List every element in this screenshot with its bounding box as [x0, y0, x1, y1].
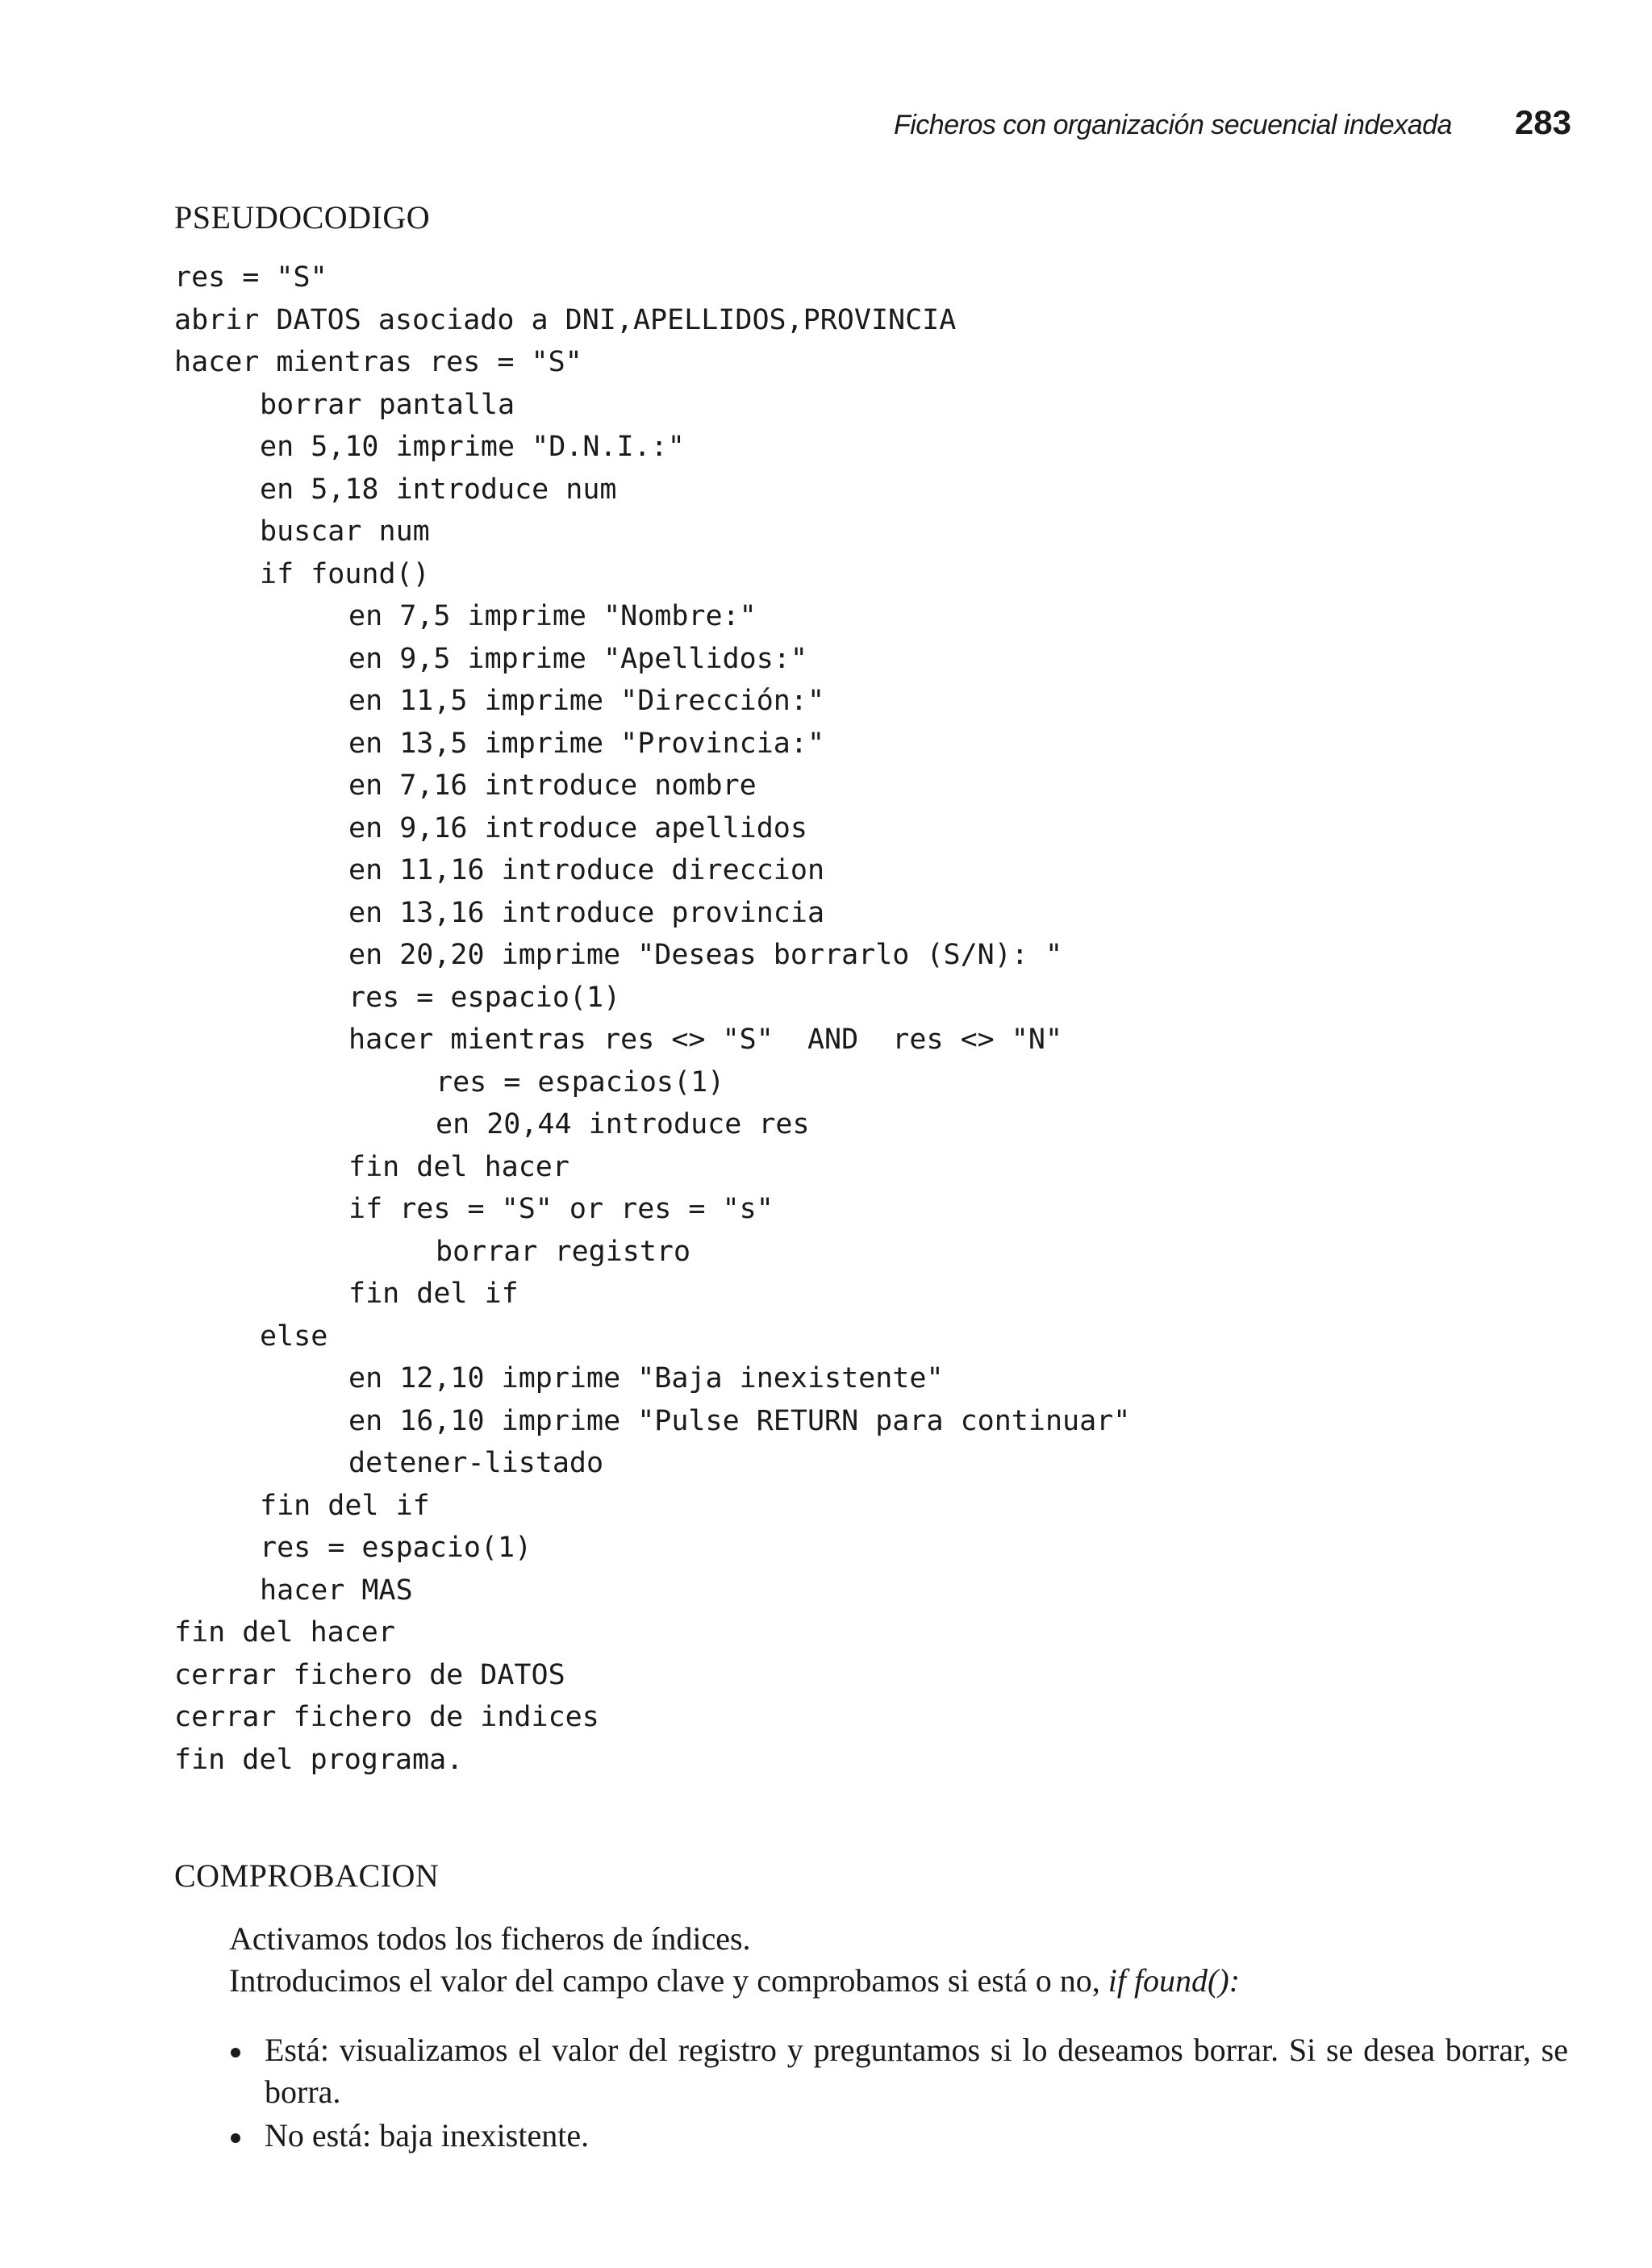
test-paragraph-2-text: Introducimos el valor del campo clave y comprobamos si está o no,	[229, 1962, 1108, 1999]
code-line: if res = "S" or res = "s"	[348, 1193, 774, 1225]
test-description	[229, 1918, 1568, 2157]
code-line: hacer mientras res <> "S" AND res <> "N"	[348, 1024, 1063, 1056]
code-line: en 20,20 imprime "Deseas borrarlo (S/N): "	[348, 939, 1063, 971]
code-line: fin del programa.	[174, 1743, 464, 1776]
test-paragraph-2	[229, 1960, 1568, 2002]
test-paragraph-2-function: if found():	[1108, 1962, 1241, 1999]
code-line: fin del if	[260, 1489, 430, 1522]
code-line: en 12,10 imprime "Baja inexistente"	[348, 1362, 944, 1395]
code-line: fin del hacer	[348, 1150, 569, 1183]
list-item-text: Está: visualizamos el valor del registro y preguntamos si lo deseamos borrar. Si se desea borrar, se borra.	[265, 2032, 1568, 2110]
code-line: cerrar fichero de DATOS	[174, 1658, 565, 1691]
code-line: buscar num	[260, 515, 430, 548]
pseudocode-heading: PSEUDOCODIGO	[174, 199, 431, 236]
code-line: en 11,16 introduce direccion	[348, 854, 825, 886]
code-line: en 20,44 introduce res	[436, 1108, 810, 1140]
code-line: en 13,5 imprime "Provincia:"	[348, 727, 825, 760]
code-line: en 13,16 introduce provincia	[348, 896, 825, 929]
test-paragraph-1: Activamos todos los ficheros de índices.	[229, 1920, 751, 1957]
code-line: en 7,16 introduce nombre	[348, 769, 757, 802]
test-heading: COMPROBACION	[174, 1857, 440, 1894]
code-line: en 5,18 introduce num	[260, 473, 617, 506]
code-line: cerrar fichero de indices	[174, 1701, 599, 1733]
code-line: borrar pantalla	[260, 388, 515, 421]
code-line: en 11,5 imprime "Dirección:"	[348, 685, 825, 717]
code-line: hacer MAS	[260, 1574, 413, 1607]
case-list	[229, 2029, 1568, 2157]
code-line: en 5,10 imprime "D.N.I.:"	[260, 431, 685, 463]
list-item	[229, 2115, 1568, 2157]
code-line: en 9,5 imprime "Apellidos:"	[348, 642, 807, 675]
list-item-text: No está: baja inexistente.	[265, 2117, 590, 2153]
bullet-icon	[231, 2133, 240, 2143]
bullet-icon	[231, 2048, 240, 2057]
code-line: en 7,5 imprime "Nombre:"	[348, 600, 757, 632]
list-item	[229, 2029, 1568, 2113]
pseudocode-block	[174, 256, 1505, 1781]
code-line: borrar registro	[436, 1235, 691, 1268]
code-line: res = espacio(1)	[260, 1532, 532, 1564]
running-title: Ficheros con organización secuencial indexada	[893, 110, 1452, 140]
code-line: hacer mientras res = "S"	[174, 346, 582, 378]
code-line: res = "S"	[174, 261, 327, 294]
code-line: if found()	[260, 557, 430, 590]
running-header	[807, 103, 1571, 142]
code-line: res = espacio(1)	[348, 981, 621, 1014]
page-number: 283	[1514, 103, 1571, 141]
code-line: detener-listado	[348, 1447, 604, 1479]
code-line: en 16,10 imprime "Pulse RETURN para continuar"	[348, 1404, 1131, 1437]
code-line: fin del hacer	[174, 1616, 395, 1649]
code-line: fin del if	[348, 1278, 519, 1310]
code-line: else	[260, 1320, 328, 1353]
code-line: en 9,16 introduce apellidos	[348, 811, 807, 844]
code-line: res = espacios(1)	[436, 1065, 725, 1099]
code-line: abrir DATOS asociado a DNI,APELLIDOS,PROVINCIA	[174, 303, 957, 336]
